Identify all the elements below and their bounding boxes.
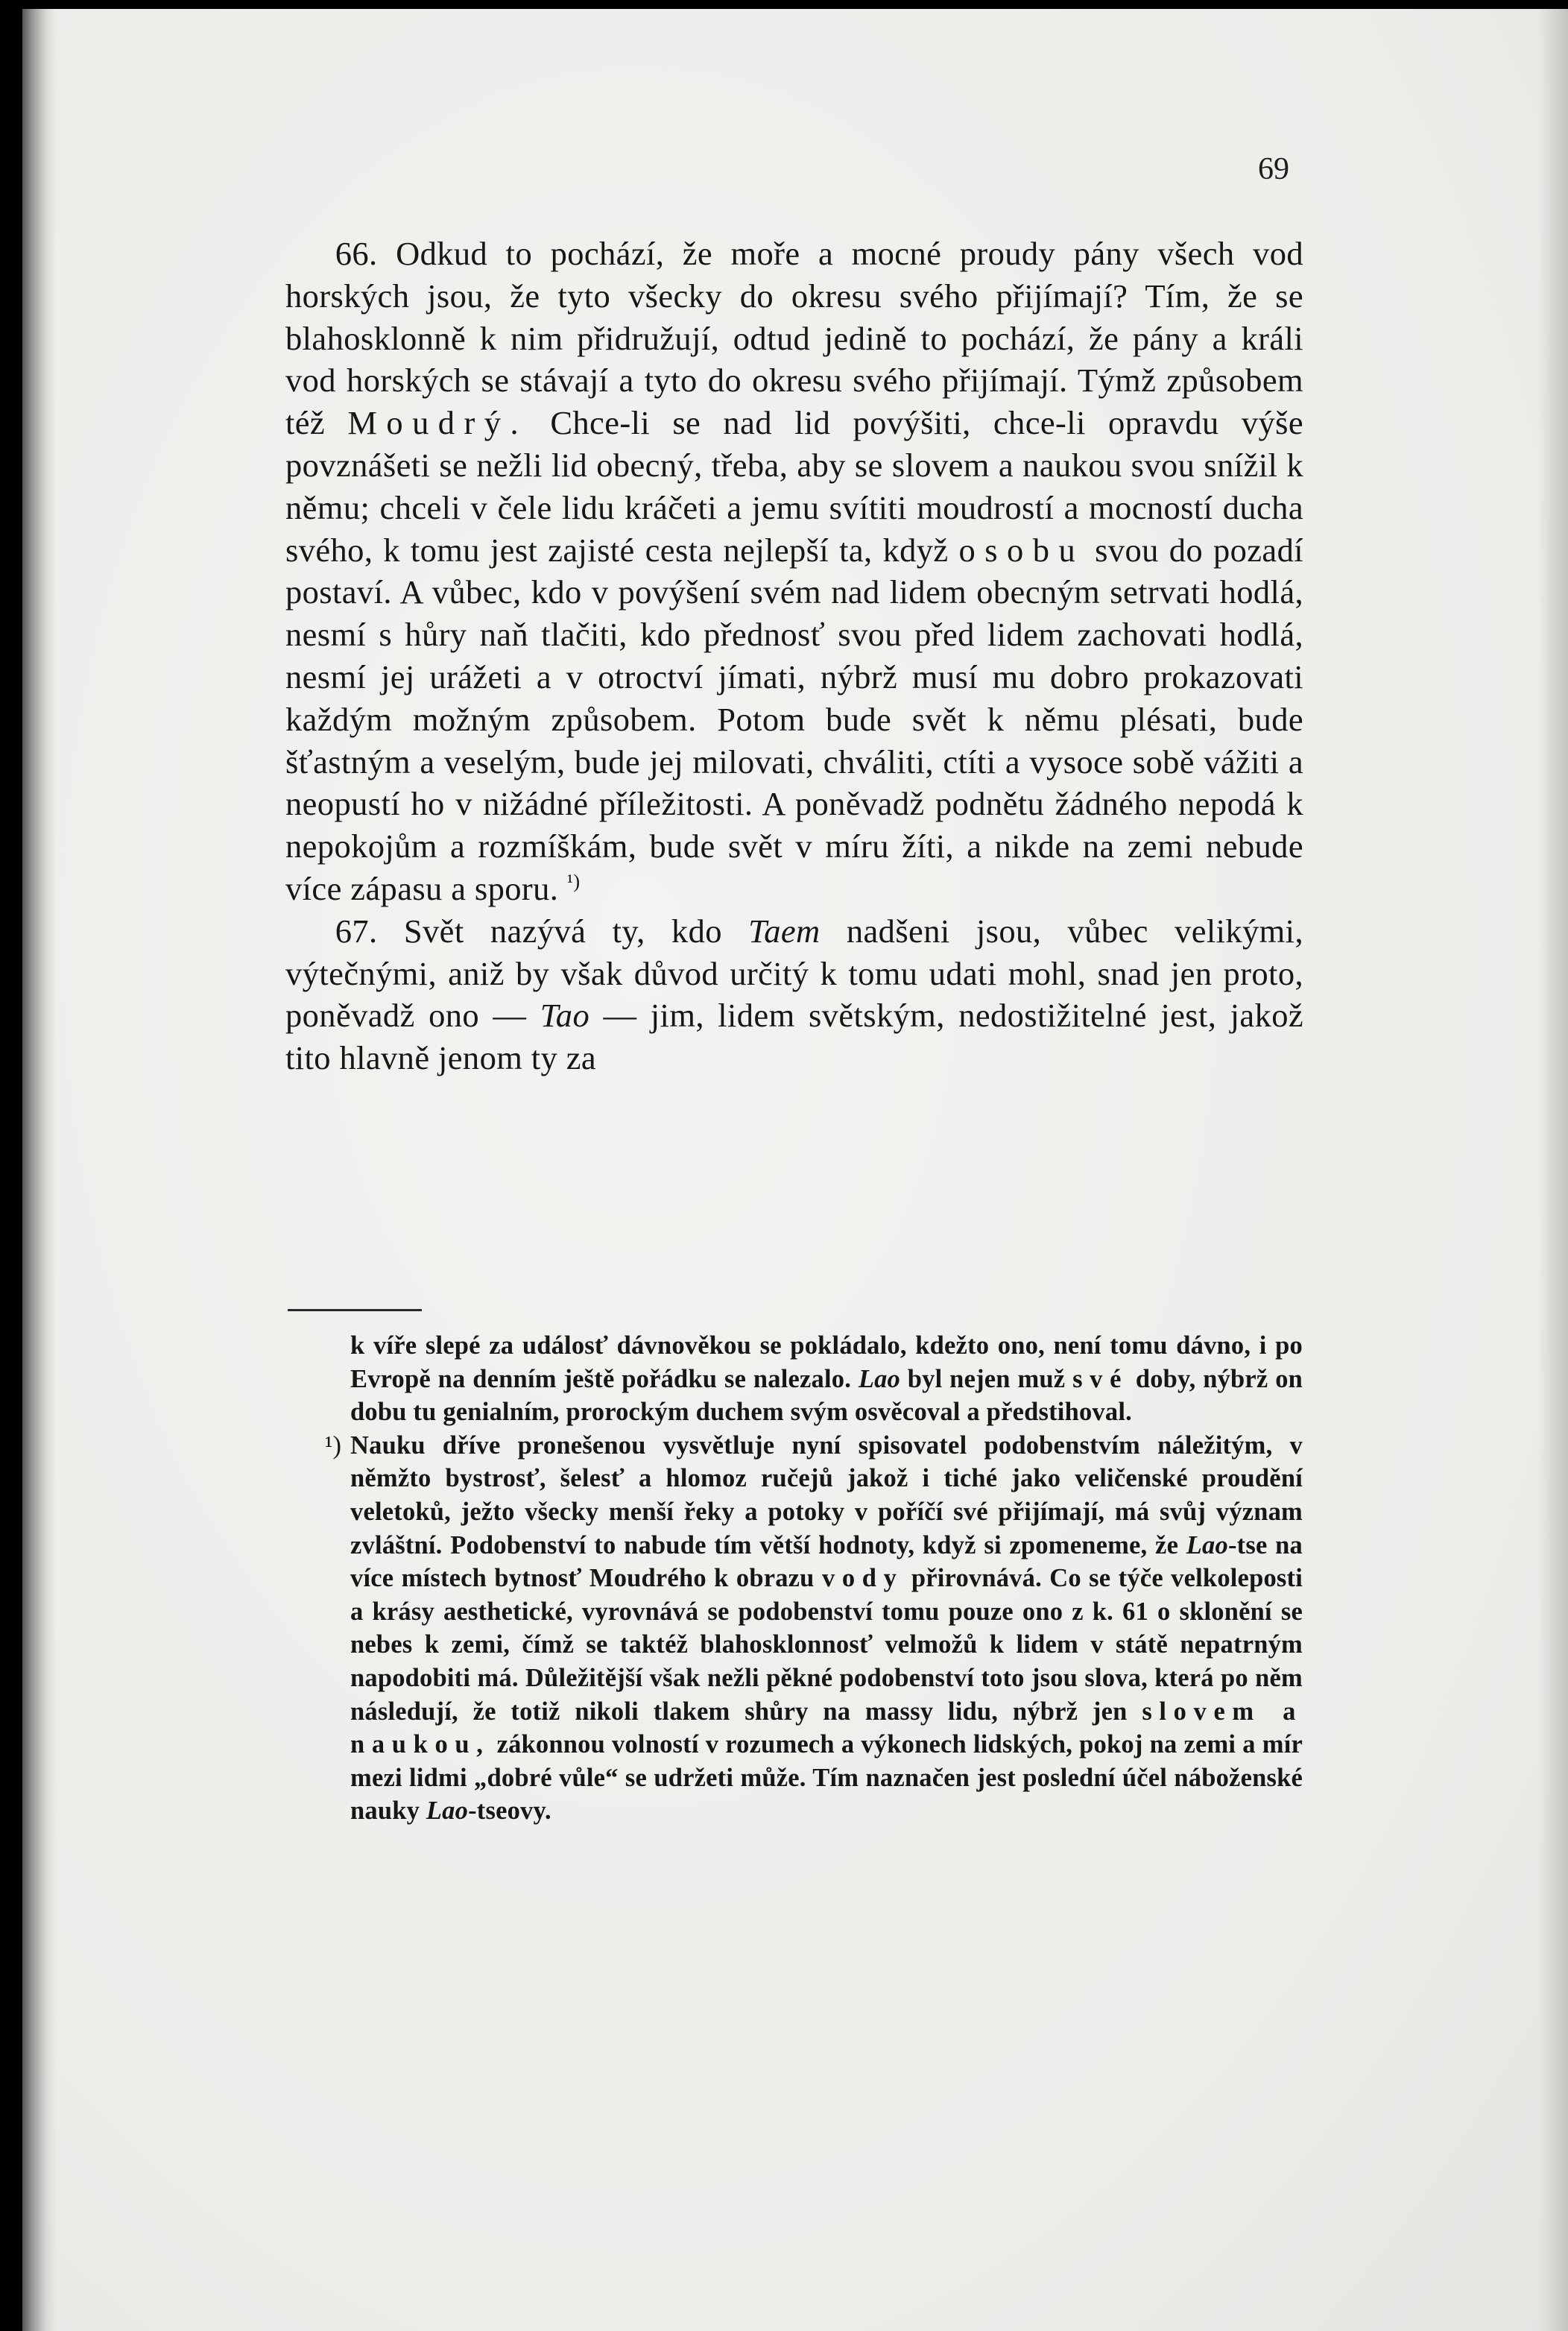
page-number: 69 — [1258, 152, 1289, 186]
footnotes — [325, 1329, 1303, 1828]
italic-term: Taem — [748, 912, 821, 950]
footnote-divider — [288, 1309, 422, 1311]
paragraph-66: 66. Odkud to pochází, že moře a mocné proudy pány všech vod horských jsou, že tyto všecky do okresu svého přijímají? Tím, že se blahosklonně k nim přidružují, odtud jedině to pochází, že pány a králi vod horských se stávají a tyto do okresu svého přijímají. Týmž způsobem též Moudrý. Chce-li se nad lid povýšiti, chce-li opravdu výše povznášeti se nežli lid obecný, třeba, aby se slovem a naukou svou snížil k němu; chceli v čele lidu kráčeti a jemu svítiti moudrostí a mocností ducha svého, k tomu jest zajisté cesta nejlepší ta, když osobu svou do pozadí postaví. A vůbec, kdo v povýšení svém nad lidem obecným setrvati hodlá, nesmí s hůry naň tlačiti, kdo přednosť svou před lidem zachovati hodlá, nesmí jej urážeti a v otroctví jímati, nýbrž musí mu dobro prokazovati každým možným způsobem. Potom bude svět k němu plésati, bude šťastným a veselým, bude jej milovati, chváliti, ctíti a vysoce sobě vážiti a neopustí ho v nižádné příležitosti. A poněvadž podnětu žádného nepodá k nepokojům a rozmíškám, bude svět v míru žíti, a nikde na zemi nebude více zápasu a sporu. $^{^1)}$ — [285, 235, 1304, 907]
italic-term: Lao — [426, 1797, 469, 1826]
footnote-continuation: k víře slepé za událosť dávnověkou se pokládalo, kdežto ono, není tomu dávno, i po Evropě na denním ještě pořádku se nalezalo. Lao byl nejen muž své doby, nýbrž on dobu tu genialním, prorockým duchem svým osvěcoval a předstihoval. — [350, 1331, 1303, 1427]
spaced-emphasis: vody — [821, 1564, 904, 1593]
footnote-1: ¹) Nauku dříve pronešenou vysvětluje nyní spisovatel podobenstvím náležitým, v němžto bystrosť, šelesť a hlomoz ručejů jakož i tiché jako veličenské proudění veletoků, ježto všecky menší řeky a potoky v poříčí své přijímají, má svůj význam zvláštní. Podobenství to nabude tím větší hodnoty, když si zpomeneme, že Lao-tse na více místech bytnosť Moudrého k obrazu vody přirovnává. Co se týče velkoleposti a krásy aesthetické, vyrovnává se podobenství tomu pouze ono z k. 61 o sklonění se nebes k zemi, čímž se taktéž blahosklonnosť velmožů k lidem v státě nepatrným napodobiti má. Důležitější však nežli pěkné podobenství toto jsou slova, která po něm následují, že totiž nikoli tlakem shůry na massy lidu, nýbrž jen slovem a naukou, zákonnou volností v rozumech a výkonech lidských, pokoj na zemi a mír mezi lidmi „dobré vůle“ se udržeti může. Tím naznačen jest poslední účel náboženské nauky Lao-tseovy. — [350, 1429, 1303, 1828]
footnote-reference[interactable]: ¹) — [566, 870, 581, 893]
spaced-emphasis: Moudrý. — [347, 404, 528, 442]
spaced-emphasis: své — [1072, 1364, 1129, 1393]
italic-term: Lao — [858, 1364, 901, 1393]
spaced-emphasis: slovem a naukou, — [350, 1697, 1303, 1759]
italic-term: Tao — [540, 997, 590, 1035]
page-edge-shadow — [1538, 9, 1568, 2331]
spaced-emphasis: osobu — [958, 531, 1085, 569]
paragraph-67: 67. Svět nazývá ty, kdo Taem nadšeni jsou, vůbec velikými, výtečnými, aniž by však důvod určitý k tomu udati mohl, snad jen proto, poněvadž ono — Tao — jim, lidem světským, nedostižitelné jest, jakož tito hlavně jenom ty za — [285, 912, 1303, 1077]
section-number: 66. — [335, 235, 378, 272]
binding-shadow — [22, 9, 57, 2331]
main-text — [285, 233, 1303, 1079]
section-number: 67. — [335, 912, 378, 950]
italic-term: Lao — [1186, 1530, 1228, 1559]
footnote-mark: ¹) — [325, 1431, 342, 1460]
